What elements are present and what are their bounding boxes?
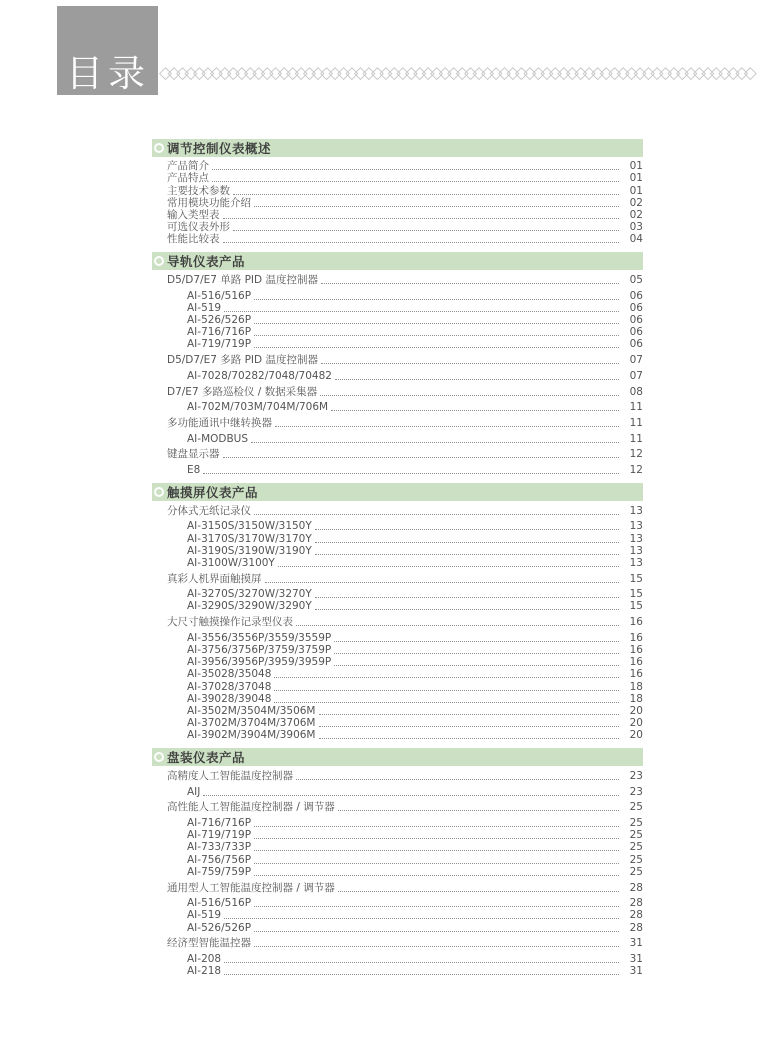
dotted-leader	[334, 641, 619, 642]
dotted-leader	[251, 442, 619, 443]
toc-entry	[152, 937, 643, 949]
dotted-leader	[254, 323, 619, 324]
entry-page-number: 05	[629, 274, 643, 286]
toc-entry	[152, 965, 643, 977]
entry-label: 大尺寸触摸操作记录型仪表	[167, 616, 293, 629]
section-title: 导轨仪表产品	[167, 254, 246, 270]
entry-page-number: 31	[629, 937, 643, 950]
toc-entry	[152, 717, 643, 729]
toc-entry	[152, 504, 643, 516]
dotted-leader	[278, 566, 619, 567]
entry-page-number: 04	[629, 233, 643, 246]
entry-page-number: 07	[629, 354, 643, 367]
entry-label: 经济型智能温控器	[167, 937, 251, 950]
dotted-leader	[338, 810, 619, 811]
entry-page-number: 25	[629, 853, 643, 866]
entry-label: 性能比较表	[167, 233, 220, 246]
dotted-leader	[223, 218, 620, 219]
entry-label: AI-733/733P	[187, 841, 252, 854]
dotted-leader	[224, 311, 619, 312]
dotted-leader	[254, 850, 619, 851]
entry-page-number: 11	[629, 416, 643, 429]
toc-entry	[152, 302, 643, 314]
dotted-leader	[254, 335, 619, 336]
dotted-leader	[335, 379, 619, 380]
entry-label: AI-526/526P	[187, 921, 252, 934]
toc-entry	[152, 464, 643, 476]
dotted-leader	[315, 554, 619, 555]
toc-entry	[152, 326, 643, 338]
entry-page-number: 16	[629, 616, 643, 629]
toc-entry	[152, 532, 643, 544]
entry-page-number: 08	[629, 385, 643, 398]
entry-page-number: 06	[629, 338, 643, 351]
toc-entry	[152, 632, 643, 644]
entry-label: AI-3190S/3190W/3190Y	[187, 544, 312, 557]
entry-page-number: 15	[629, 572, 643, 585]
dotted-leader	[254, 826, 619, 827]
dotted-leader	[315, 597, 619, 598]
entry-page-number: 25	[629, 801, 643, 814]
toc-section	[152, 252, 643, 476]
section-title: 盘装仪表产品	[167, 750, 246, 766]
toc-section	[152, 139, 643, 245]
section-header	[152, 252, 643, 270]
entry-page-number: 25	[629, 841, 643, 854]
dotted-leader	[254, 206, 619, 207]
toc-entry	[152, 172, 643, 184]
entry-label: 输入类型表	[167, 208, 220, 221]
toc-entry	[152, 897, 643, 909]
entry-page-number: 16	[629, 644, 643, 656]
entry-label: AI-218	[187, 965, 222, 978]
entry-page-number: 13	[629, 532, 643, 545]
entry-label: 通用型人工智能温度控制器 / 调节器	[167, 881, 335, 894]
dotted-leader	[203, 795, 619, 796]
entry-label: AI-759/759P	[187, 865, 252, 878]
dotted-leader	[224, 974, 619, 975]
page-title: 目录	[66, 52, 150, 95]
entry-label: 分体式无纸记录仪	[167, 504, 251, 517]
dotted-leader	[233, 230, 619, 231]
toc-entry	[152, 616, 643, 628]
toc-entry	[152, 909, 643, 921]
toc-entry	[152, 668, 643, 680]
entry-label: AI-756/756P	[187, 853, 252, 866]
toc-entry	[152, 385, 643, 397]
toc-entry	[152, 338, 643, 350]
toc-title-box	[57, 6, 158, 95]
dotted-leader	[212, 181, 619, 182]
toc-entry	[152, 817, 643, 829]
toc-section	[152, 483, 643, 741]
dotted-leader	[321, 363, 619, 364]
entry-page-number: 15	[629, 588, 643, 601]
toc-entry	[152, 520, 643, 532]
entry-label: AI-3150S/3150W/3150Y	[187, 520, 312, 533]
toc-entry	[152, 545, 643, 557]
entry-label: AI-3956/3956P/3959/3959P	[187, 656, 332, 669]
entry-label: AI-702M/703M/704M/706M	[187, 401, 329, 414]
entry-label: AI-719/719P	[187, 338, 252, 351]
entry-label: AI-3556/3556P/3559/3559P	[187, 631, 332, 644]
dotted-leader	[224, 962, 619, 963]
toc-entry	[152, 448, 643, 460]
entry-page-number: 13	[629, 520, 643, 533]
entry-label: AI-3756/3756P/3759/3759P	[187, 644, 332, 656]
toc-entry	[152, 184, 643, 196]
toc-entry	[152, 841, 643, 853]
entry-page-number: 12	[629, 448, 643, 461]
toc-entry	[152, 160, 643, 172]
toc-entry	[152, 866, 643, 878]
toc-entry	[152, 644, 643, 656]
entry-page-number: 13	[629, 504, 643, 517]
entry-page-number: 25	[629, 865, 643, 878]
entry-page-number: 18	[629, 692, 643, 705]
toc-entry	[152, 680, 643, 692]
entry-page-number: 06	[629, 314, 643, 327]
entry-page-number: 11	[629, 401, 643, 414]
entry-label: AI-3170S/3170W/3170Y	[187, 532, 312, 545]
entry-label: 多功能通讯中继转换器	[167, 416, 272, 429]
entry-label: AI-516/516P	[187, 289, 252, 302]
dotted-leader	[254, 946, 619, 947]
entry-page-number: 06	[629, 289, 643, 302]
dotted-leader	[331, 410, 619, 411]
entry-label: 产品特点	[167, 172, 209, 185]
toc-entry	[152, 274, 643, 286]
entry-page-number: 28	[629, 909, 643, 922]
dotted-leader	[319, 714, 620, 715]
entry-page-number: 18	[629, 680, 643, 693]
dotted-leader	[319, 726, 620, 727]
entry-label: 键盘显示器	[167, 448, 220, 461]
ring-bullet-icon	[154, 487, 164, 497]
entry-page-number: 20	[629, 717, 643, 730]
entry-page-number: 31	[629, 952, 643, 965]
entry-label: AIJ	[187, 785, 201, 798]
entry-page-number: 01	[629, 172, 643, 185]
entry-page-number: 23	[629, 785, 643, 798]
entry-page-number: 25	[629, 829, 643, 842]
entry-label: 高精度人工智能温度控制器	[167, 770, 293, 782]
entry-label: AI-519	[187, 909, 222, 922]
dotted-leader	[254, 514, 619, 515]
toc-entry	[152, 221, 643, 233]
dotted-leader	[334, 665, 619, 666]
dotted-leader	[296, 779, 619, 780]
entry-label: AI-3702M/3704M/3706M	[187, 717, 316, 730]
entry-page-number: 13	[629, 544, 643, 557]
entry-label: AI-516/516P	[187, 897, 252, 910]
dotted-leader	[254, 863, 619, 864]
toc-entry	[152, 881, 643, 893]
toc-entry	[152, 354, 643, 366]
diamond-chain-decoration: ◇◇◇◇◇◇◇◇◇◇◇◇◇◇◇◇◇◇◇◇◇◇◇◇◇◇◇◇◇◇◇◇◇◇◇◇◇◇◇◇◇◇◇◇◇◇◇◇◇◇◇◇◇◇◇◇◇◇◇◇◇◇◇◇◇◇◇◇◇◇	[159, 63, 753, 83]
entry-page-number: 06	[629, 301, 643, 314]
toc-entry	[152, 432, 643, 444]
dotted-leader	[224, 918, 619, 919]
entry-label: AI-39028/39048	[187, 692, 272, 705]
dotted-leader	[315, 542, 619, 543]
ring-bullet-icon	[154, 752, 164, 762]
dotted-leader	[203, 473, 619, 474]
section-title: 触摸屏仪表产品	[167, 484, 259, 500]
ring-bullet-icon	[154, 256, 164, 266]
toc-entry	[152, 314, 643, 326]
entry-page-number: 16	[629, 631, 643, 644]
entry-label: AI-37028/37048	[187, 680, 272, 693]
entry-label: AI-519	[187, 301, 222, 314]
entry-page-number: 12	[629, 463, 643, 476]
toc-entry	[152, 233, 643, 245]
dotted-leader	[254, 838, 619, 839]
entry-page-number: 28	[629, 921, 643, 934]
entry-label: AI-MODBUS	[187, 432, 249, 445]
entry-page-number: 31	[629, 965, 643, 978]
entry-label: E8	[187, 463, 201, 476]
entry-label: D5/D7/E7 单路 PID 温度控制器	[167, 274, 318, 286]
section-header	[152, 139, 643, 157]
toc-entry	[152, 729, 643, 741]
toc-entry	[152, 853, 643, 865]
entry-label: AI-35028/35048	[187, 668, 272, 681]
entry-label: AI-3502M/3504M/3506M	[187, 704, 316, 717]
toc-entry	[152, 921, 643, 933]
toc-entry	[152, 693, 643, 705]
toc-entry	[152, 197, 643, 209]
toc-entry	[152, 705, 643, 717]
entry-page-number: 16	[629, 668, 643, 681]
entry-label: 常用模块功能介绍	[167, 196, 251, 209]
dotted-leader	[223, 242, 620, 243]
dotted-leader	[254, 299, 619, 300]
entry-page-number: 20	[629, 729, 643, 742]
entry-page-number: 23	[629, 770, 643, 782]
section-title: 调节控制仪表概述	[167, 141, 272, 156]
dotted-leader	[338, 891, 619, 892]
entry-page-number: 01	[629, 184, 643, 197]
entry-label: D5/D7/E7 多路 PID 温度控制器	[167, 354, 318, 367]
entry-label: AI-3290S/3290W/3290Y	[187, 600, 312, 613]
toc-entry	[152, 588, 643, 600]
dotted-leader	[233, 194, 619, 195]
entry-page-number: 01	[629, 160, 643, 173]
toc-entry	[152, 209, 643, 221]
entry-page-number: 06	[629, 326, 643, 339]
entry-page-number: 25	[629, 817, 643, 830]
dotted-leader	[321, 283, 619, 284]
entry-label: AI-7028/70282/7048/70482	[187, 369, 332, 382]
toc-entry	[152, 600, 643, 612]
toc-entry	[152, 953, 643, 965]
toc-entry	[152, 370, 643, 382]
toc-entry	[152, 557, 643, 569]
section-header	[152, 483, 643, 501]
ring-bullet-icon	[154, 143, 164, 153]
toc-section	[152, 748, 643, 977]
entry-label: 产品简介	[167, 160, 209, 173]
entry-page-number: 20	[629, 704, 643, 717]
toc-content	[152, 139, 643, 977]
dotted-leader	[223, 457, 620, 458]
entry-label: 主要技术参数	[167, 184, 230, 197]
dotted-leader	[274, 690, 619, 691]
entry-label: AI-3902M/3904M/3906M	[187, 729, 316, 742]
dotted-leader	[334, 653, 619, 654]
toc-entry	[152, 290, 643, 302]
dotted-leader	[212, 169, 619, 170]
entry-label: AI-526/526P	[187, 314, 252, 327]
dotted-leader	[275, 426, 619, 427]
entry-page-number: 03	[629, 221, 643, 234]
toc-entry	[152, 786, 643, 798]
entry-page-number: 28	[629, 881, 643, 894]
section-header	[152, 748, 643, 766]
entry-page-number: 15	[629, 600, 643, 613]
entry-page-number: 13	[629, 556, 643, 569]
toc-entry	[152, 572, 643, 584]
toc-entry	[152, 770, 643, 782]
toc-entry	[152, 401, 643, 413]
dotted-leader	[274, 702, 619, 703]
dotted-leader	[274, 677, 619, 678]
entry-label: AI-719/719P	[187, 829, 252, 842]
entry-label: D7/E7 多路巡检仪 / 数据采集器	[167, 385, 318, 398]
entry-label: 高性能人工智能温度控制器 / 调节器	[167, 801, 335, 814]
dotted-leader	[254, 906, 619, 907]
entry-page-number: 11	[629, 432, 643, 445]
dotted-leader	[320, 395, 619, 396]
entry-page-number: 02	[629, 208, 643, 221]
dotted-leader	[254, 347, 619, 348]
dotted-leader	[315, 529, 619, 530]
toc-entry	[152, 801, 643, 813]
toc-entry	[152, 829, 643, 841]
dotted-leader	[265, 582, 620, 583]
entry-label: 真彩人机界面触摸屏	[167, 572, 262, 585]
dotted-leader	[296, 625, 619, 626]
entry-page-number: 28	[629, 897, 643, 910]
entry-label: AI-3100W/3100Y	[187, 556, 275, 569]
dotted-leader	[319, 738, 620, 739]
entry-page-number: 16	[629, 656, 643, 669]
toc-entry	[152, 417, 643, 429]
toc-entry	[152, 656, 643, 668]
dotted-leader	[254, 875, 619, 876]
entry-label: AI-716/716P	[187, 326, 252, 339]
entry-page-number: 07	[629, 369, 643, 382]
entry-label: AI-716/716P	[187, 817, 252, 830]
entry-label: AI-3270S/3270W/3270Y	[187, 588, 312, 601]
dotted-leader	[254, 931, 619, 932]
entry-label: AI-208	[187, 952, 222, 965]
entry-page-number: 02	[629, 196, 643, 209]
entry-label: 可选仪表外形	[167, 221, 230, 234]
dotted-leader	[315, 609, 619, 610]
